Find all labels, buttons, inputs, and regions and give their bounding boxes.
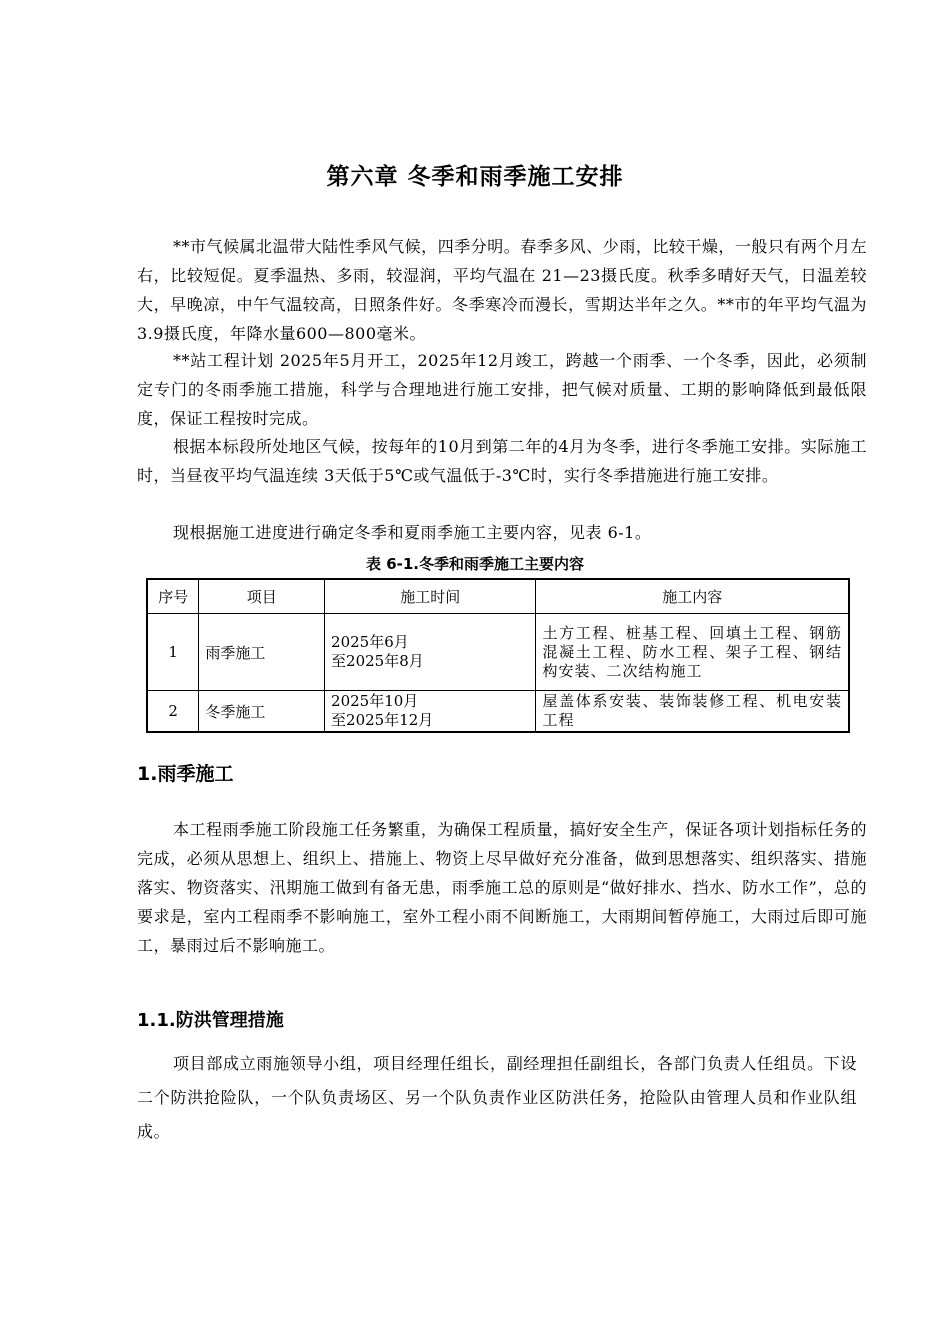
chapter-title: 第六章 冬季和雨季施工安排 — [326, 164, 624, 190]
intro-paragraph-winter-definition: 根据本标段所处地区气候，按每年的10月到第二年的4月为冬季，进行冬季施工安排。实际施工时，当昼夜平均气温连续 3天低于5℃或气温低于-3℃时，实行冬季措施进行施工安排。 — [137, 437, 867, 485]
intro-paragraph-table-reference: 现根据施工进度进行确定冬季和夏雨季施工主要内容，见表 6-1。 — [173, 523, 652, 542]
table-row — [147, 691, 849, 733]
section-heading-rainy-season: 1.雨季施工 — [137, 763, 234, 785]
cell-content: 屋盖体系安装、装饰装修工程、机电安装工程 — [536, 691, 849, 733]
section-paragraph-flood-control: 项目部成立雨施领导小组，项目经理任组长，副经理担任副组长，各部门负责人任组员。下设二个防洪抢险队，一个队负责场区、另一个队负责作业区防洪任务，抢险队由管理人员和作业队组成。 — [137, 1054, 857, 1141]
time-start: 2025年6月 — [331, 633, 409, 651]
intro-paragraph-climate: **市气候属北温带大陆性季风气候，四季分明。春季多风、少雨，比较干燥，一般只有两个月左右，比较短促。夏季温热、多雨，较湿润，平均气温在 21—23摄氏度。秋季多晴好天气，日温差较大，早晚凉，中午气温较高，日照条件好。冬季寒冷而漫长，雪期达半年之久。**市的年平均气温为 3.9摄氏度，年降水量600—800毫米。 — [137, 237, 867, 343]
cell-no: 2 — [147, 691, 199, 733]
cell-time — [325, 614, 536, 691]
header-content: 施工内容 — [536, 579, 849, 614]
intro-paragraph-schedule: **站工程计划 2025年5月开工，2025年12月竣工，跨越一个雨季、一个冬季，因此，必须制定专门的冬雨季施工措施，科学与合理地进行施工安排，把气候对质量、工期的影响降低到最低限度，保证工程按时完成。 — [137, 351, 867, 428]
cell-no: 1 — [147, 614, 199, 691]
section-paragraph-rainy-season: 本工程雨季施工阶段施工任务繁重，为确保工程质量，搞好安全生产，保证各项计划指标任务的完成，必须从思想上、组织上、措施上、物资上尽早做好充分准备，做到思想落实、组织落实、措施落实、物资落实、汛期施工做到有备无患，雨季施工总的原则是“做好排水、挡水、防水工作”，总的要求是，室内工程雨季不影响施工，室外工程小雨不间断施工，大雨期间暂停施工，大雨过后即可施工，暴雨过后不影响施工。 — [137, 820, 867, 955]
construction-schedule-table — [146, 578, 850, 733]
table-row — [147, 614, 849, 691]
table-caption: 表 6-1.冬季和雨季施工主要内容 — [365, 555, 585, 573]
header-time: 施工时间 — [325, 579, 536, 614]
cell-content: 土方工程、桩基工程、回填土工程、钢筋混凝土工程、防水工程、架子工程、钢结构安装、二次结构施工 — [536, 614, 849, 691]
header-no: 序号 — [147, 579, 199, 614]
section-heading-flood-control: 1.1.防洪管理措施 — [137, 1010, 284, 1031]
cell-time — [325, 691, 536, 733]
time-end: 至2025年8月 — [331, 652, 424, 670]
time-end: 至2025年12月 — [331, 711, 434, 729]
cell-item: 冬季施工 — [199, 691, 325, 733]
time-start: 2025年10月 — [331, 692, 419, 710]
header-item: 项目 — [199, 579, 325, 614]
table-header-row — [147, 579, 849, 614]
cell-item: 雨季施工 — [199, 614, 325, 691]
